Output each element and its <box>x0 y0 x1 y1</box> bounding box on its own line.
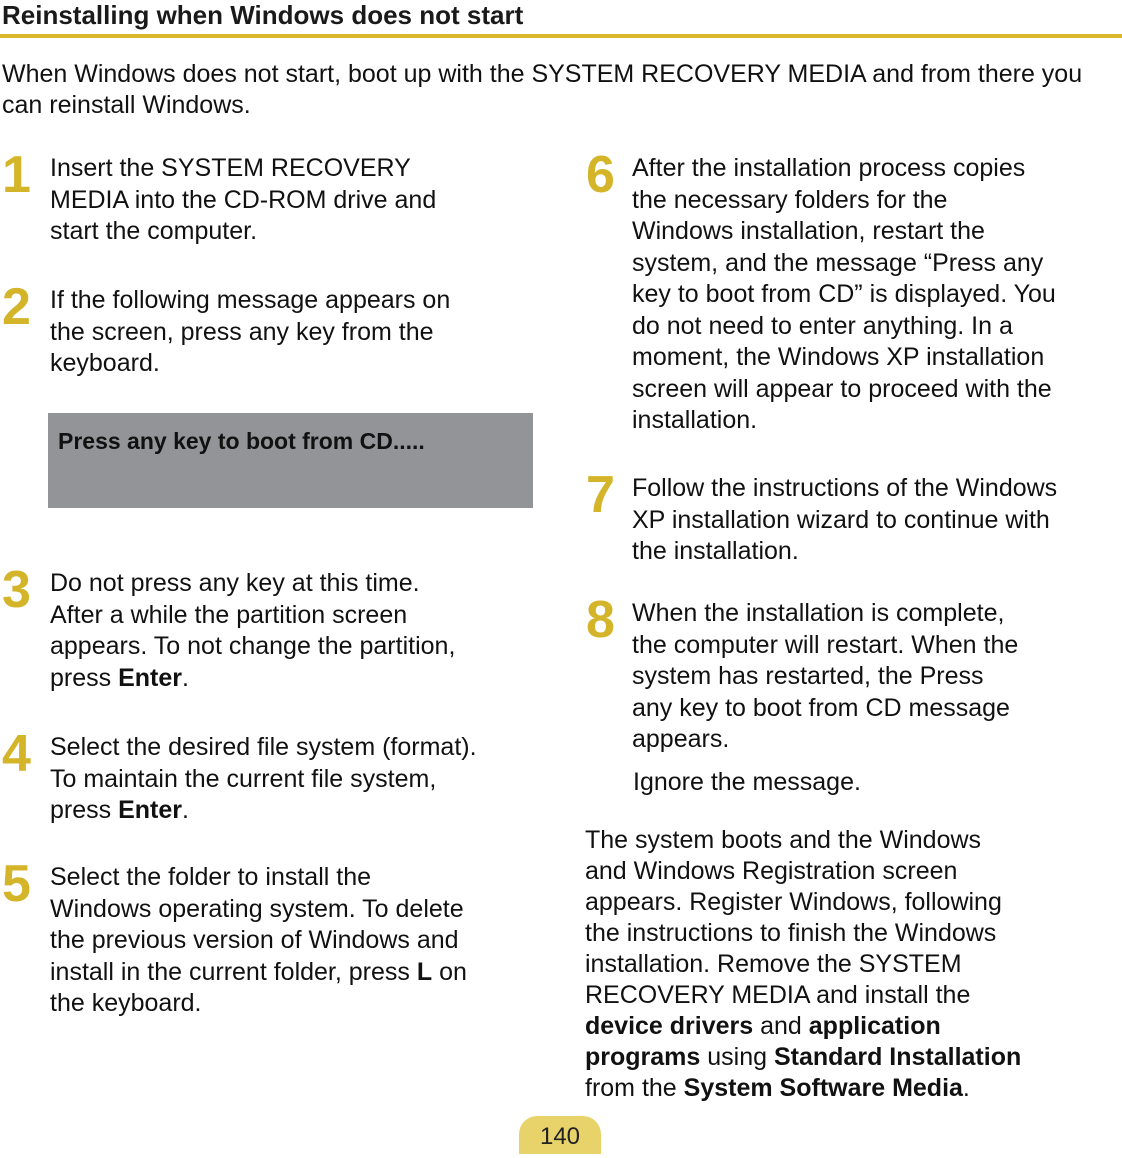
step-text: Follow the instructions of the Windows XP installation wizard to continue with the installation. <box>632 474 1058 565</box>
key-name: Enter <box>118 663 182 692</box>
step-text: Select the desired file system (format). To maintain the current file system, press Enter. <box>50 733 477 824</box>
step-number: 8 <box>586 591 615 649</box>
key-name: Enter <box>118 796 182 824</box>
step-number: 4 <box>2 725 31 783</box>
step-number: 5 <box>2 855 31 913</box>
key-name: L <box>416 957 433 986</box>
intro-paragraph: When Windows does not start, boot up with the SYSTEM RECOVERY MEDIA and from there you can reinstall Windows. <box>2 60 1083 119</box>
step-number: 6 <box>586 146 615 204</box>
step-text: Do not press any key at this time. After a while the partition screen appears. To not change the partition, press Enter. <box>50 569 456 692</box>
step-text: Select the folder to install the Windows operating system. To delete the previous version of Windows and install in the current folder, press L on the keyboard. <box>50 863 467 1017</box>
step-text: After the installation process copies the necessary folders for the Windows installation, restart the system, and the message “Press any key to boot from CD” is displayed. You do not need to enter anything. In a moment, the Windows XP installation screen will appear to proceed with the installation. <box>632 154 1056 434</box>
step-text: When the installation is complete, the computer will restart. When the system has restarted, the Press any key to boot from CD message appears. <box>632 599 1019 753</box>
step-number: 1 <box>2 146 31 204</box>
boot-message-box <box>48 413 533 508</box>
ignore-note: Ignore the message. <box>633 768 861 796</box>
final-paragraph: The system boots and the Windows and Windows Registration screen appears. Register Windows, following the instructions to finish the Windows installation. Remove the SYSTEM RECOVERY MEDIA and install the device drivers and application programs using Standard Installation from the System Software Media. <box>585 826 1022 1102</box>
step-number: 7 <box>586 466 615 524</box>
title-divider <box>0 34 1122 38</box>
step-text: If the following message appears on the screen, press any key from the keyboard. <box>50 286 451 377</box>
step-number: 3 <box>2 561 31 619</box>
page-title: Reinstalling when Windows does not start <box>2 0 524 30</box>
page-number: 140 <box>519 1116 601 1154</box>
boot-message-text: Press any key to boot from CD..... <box>58 428 425 454</box>
step-text: Insert the SYSTEM RECOVERY MEDIA into the CD-ROM drive and start the computer. <box>50 154 437 245</box>
step-number: 2 <box>2 278 31 336</box>
